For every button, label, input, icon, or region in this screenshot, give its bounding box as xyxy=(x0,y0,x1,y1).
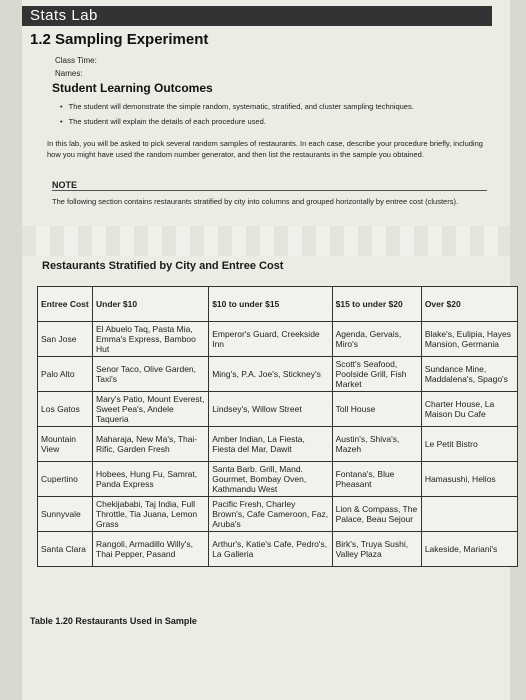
table-cell: Lakeside, Mariani's xyxy=(421,532,517,567)
table-cell: Ming's, P.A. Joe's, Stickney's xyxy=(209,357,332,392)
table-row xyxy=(38,357,518,392)
table-cell: Arthur's, Katie's Cafe, Pedro's, La Galleria xyxy=(209,532,332,567)
table-row xyxy=(38,322,518,357)
restaurant-table xyxy=(37,286,518,567)
outcome-item: • The student will demonstrate the simple random, systematic, stratified, and cluster sampling techniques. xyxy=(60,99,414,114)
column-header: $10 to under $15 xyxy=(209,287,332,322)
table-cell: Emperor's Guard, Creekside Inn xyxy=(209,322,332,357)
table-cell: Charter House, La Maison Du Cafe xyxy=(421,392,517,427)
names-label: Names: xyxy=(55,69,83,78)
city-cell: Cupertino xyxy=(38,462,93,497)
table-cell: Sundance Mine, Maddalena's, Spago's xyxy=(421,357,517,392)
header-bar xyxy=(22,6,492,26)
outcomes-title: Student Learning Outcomes xyxy=(52,81,213,95)
table-cell: Lindsey's, Willow Street xyxy=(209,392,332,427)
table-cell: Senor Taco, Olive Garden, Taxi's xyxy=(93,357,209,392)
table-caption: Table 1.20 Restaurants Used in Sample xyxy=(30,616,197,626)
decorative-band xyxy=(22,226,510,256)
table-cell: El Abuelo Taq, Pasta Mia, Emma's Express, Bamboo Hut xyxy=(93,322,209,357)
table-cell: Amber Indian, La Fiesta, Fiesta del Mar, Dawit xyxy=(209,427,332,462)
table-cell: Rangoli, Armadillo Willy's, Thai Pepper, Pasand xyxy=(93,532,209,567)
city-cell: Santa Clara xyxy=(38,532,93,567)
table-cell: Santa Barb. Grill, Mand. Gourmet, Bombay Oven, Kathmandu West xyxy=(209,462,332,497)
table-cell: Fontana's, Blue Pheasant xyxy=(332,462,421,497)
city-cell: Sunnyvale xyxy=(38,497,93,532)
table-cell: Toll House xyxy=(332,392,421,427)
table-row xyxy=(38,427,518,462)
table-row xyxy=(38,532,518,567)
column-header: $15 to under $20 xyxy=(332,287,421,322)
table-cell: Blake's, Eulipia, Hayes Mansion, Germania xyxy=(421,322,517,357)
table-cell: Birk's, Truya Sushi, Valley Plaza xyxy=(332,532,421,567)
city-cell: San Jose xyxy=(38,322,93,357)
table-cell: Maharaja, New Ma's, Thai-Rific, Garden Fresh xyxy=(93,427,209,462)
table-cell: Mary's Patio, Mount Everest, Sweet Pea's, Andele Taqueria xyxy=(93,392,209,427)
note-divider xyxy=(52,190,487,191)
table-row xyxy=(38,392,518,427)
table-cell: Hobees, Hung Fu, Samrat, Panda Express xyxy=(93,462,209,497)
column-header: Entree Cost xyxy=(38,287,93,322)
intro-paragraph: In this lab, you will be asked to pick several random samples of restaurants. In each case, describe your procedure briefly, including how you might have used the random number generator, and then list the restaurants in the sample you obtained. xyxy=(47,139,483,159)
table-cell: Le Petit Bistro xyxy=(421,427,517,462)
table-cell: Hamasushi, Helios xyxy=(421,462,517,497)
city-cell: Mountain View xyxy=(38,427,93,462)
outcome-item: • The student will explain the details of each procedure used. xyxy=(60,114,414,129)
note-heading: NOTE xyxy=(52,180,78,190)
table-cell: Agenda, Gervais, Miro's xyxy=(332,322,421,357)
city-cell: Los Gatos xyxy=(38,392,93,427)
table-cell xyxy=(421,497,517,532)
header-title: Stats Lab xyxy=(30,7,98,24)
table-cell: Austin's, Shiva's, Mazeh xyxy=(332,427,421,462)
table-title: Restaurants Stratified by City and Entree Cost xyxy=(42,260,284,272)
class-time-label: Class Time: xyxy=(55,56,97,65)
page-title: 1.2 Sampling Experiment xyxy=(30,31,209,48)
table-cell: Pacific Fresh, Charley Brown's, Cafe Cameroon, Faz, Aruba's xyxy=(209,497,332,532)
table-row xyxy=(38,497,518,532)
outcomes-list xyxy=(60,99,414,129)
note-body: The following section contains restaurants stratified by city into columns and grouped horizontally by entree cost (clusters). xyxy=(52,197,459,206)
column-header: Over $20 xyxy=(421,287,517,322)
column-header: Under $10 xyxy=(93,287,209,322)
table-cell: Scott's Seafood, Poolside Grill, Fish Market xyxy=(332,357,421,392)
city-cell: Palo Alto xyxy=(38,357,93,392)
table-header-row xyxy=(38,287,518,322)
table-cell: Chekijababi, Taj India, Full Throttle, Tia Juana, Lemon Grass xyxy=(93,497,209,532)
table-cell: Lion & Compass, The Palace, Beau Sejour xyxy=(332,497,421,532)
table-row xyxy=(38,462,518,497)
